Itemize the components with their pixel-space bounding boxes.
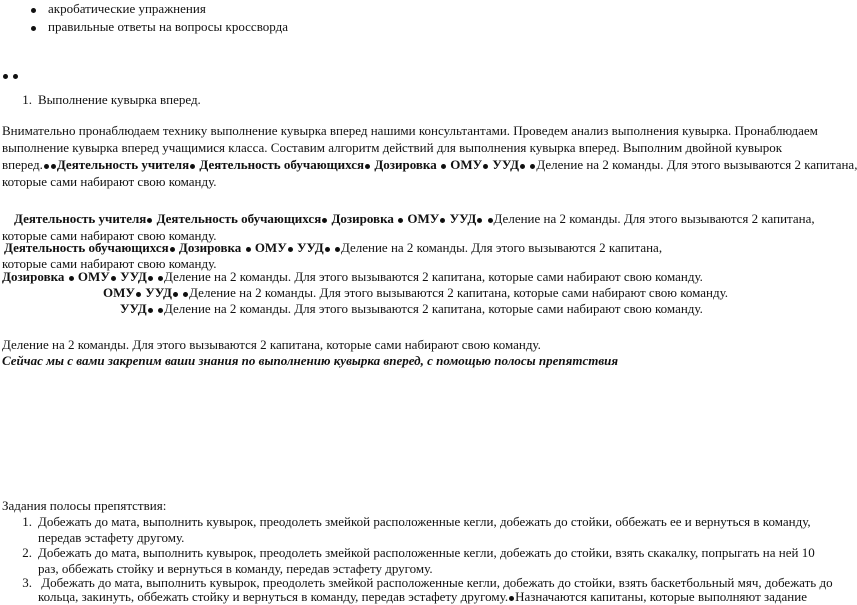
list-item: 3. Добежать до мата, выполнить кувырок, преодолеть змейкой расположенные кегли, добежать до стойки, взять баскетбольный мяч, добежать до (22, 575, 833, 590)
bullet-icon (477, 218, 482, 223)
bullet-icon (190, 164, 195, 169)
highlight-line: Сейчас мы с вами закрепим ваши знания по выполнению кувырка вперед, с помощью полосы препятствия (2, 353, 619, 368)
list-item-cont: кольца, закинуть, оббежать стойку и вернуться в команду, передав эстафету другому. Назначаются капитаны, которые выполняют задание (38, 589, 807, 604)
bullet-icon (530, 164, 535, 169)
bullet-icon (509, 596, 514, 601)
bullet-icon (31, 8, 36, 13)
bullet-icon (170, 247, 175, 252)
bullet-icon (31, 26, 36, 31)
bullet-icon (69, 276, 74, 281)
tasks-heading: Задания полосы препятствия: (2, 498, 167, 513)
paragraph-line: вперед. Деятельность учителя Деятельность обучающихся Дозировка ОМУ УУД Деление на 2 команды. Для этого вызываются 2 капитана, (2, 157, 857, 172)
bullet-item: акробатические упражнения (30, 0, 206, 17)
list-item: 1. Добежать до мата, выполнить кувырок, преодолеть змейкой расположенные кегли, добежать до стойки, оббежать ее и вернуться в команду, (22, 514, 811, 529)
bullet-icon (440, 218, 445, 223)
bullet-icon (325, 247, 330, 252)
label-teacher: Деятельность учителя (56, 157, 190, 172)
section-heading: 1. Выполнение кувырка вперед. (22, 92, 201, 107)
bullet-icon (111, 276, 116, 281)
table-row: ОМУ УУД Деление на 2 команды. Для этого вызываются 2 капитана, которые сами набирают свою команду. (103, 285, 729, 300)
bullet-icon (288, 247, 293, 252)
list-item: 2. Добежать до мата, выполнить кувырок, преодолеть змейкой расположенные кегли, добежать до стойки, взять скакалку, попрыгать на ней 10 (22, 545, 815, 560)
bullet-icon (3, 74, 8, 79)
bullet-icon (335, 247, 340, 252)
bullet-icon (51, 164, 56, 169)
label-students: Деятельность обучающихся (199, 157, 365, 172)
label-omu: ОМУ (450, 157, 483, 172)
bullet-icon (246, 247, 251, 252)
paragraph-line: Внимательно пронаблюдаем технику выполнение кувырка вперед нашими консультантами. Проведем анализ выполнения кувырка. Пронаблюдаем (2, 123, 818, 138)
paragraph-line: выполнение кувырка вперед учащимися класса. Составим алгоритм действий для выполнения кувырка вперед. Выполним двойной кувырок (2, 140, 783, 155)
table-row: Деятельность учителя Деятельность обучающихся Дозировка ОМУ УУД Деление на 2 команды. Для этого вызываются 2 капитана, (14, 211, 815, 226)
list-item-cont: передав эстафету другому. (38, 530, 185, 545)
paragraph-line: которые сами набирают свою команду. (2, 174, 217, 189)
bullet-icon (183, 292, 188, 297)
bullet-icon (44, 164, 49, 169)
bullet-icon (173, 292, 178, 297)
paragraph-line: Деление на 2 команды. Для этого вызываются 2 капитана, которые сами набирают свою команду. (2, 337, 541, 352)
bullet-icon (147, 218, 152, 223)
bullet-icon (365, 164, 370, 169)
label-dosage: Дозировка (374, 157, 437, 172)
bullet-icon (483, 164, 488, 169)
bullet-icon (322, 218, 327, 223)
bullet-icon (158, 308, 163, 313)
bullet-icon (136, 292, 141, 297)
bullet-icon (148, 308, 153, 313)
paragraph-line: которые сами набирают свою команду. (2, 228, 217, 243)
stray-bullets (2, 66, 19, 83)
bullet-icon (158, 276, 163, 281)
list-item-cont: раз, оббежать стойку и вернуться в команду, передав эстафету другому. (38, 561, 433, 576)
bullet-icon (398, 218, 403, 223)
bullet-icon (441, 164, 446, 169)
table-row: Деятельность обучающихся Дозировка ОМУ УУД Деление на 2 команды. Для этого вызываются 2 капитана, (4, 240, 663, 255)
bullet-icon (488, 218, 493, 223)
paragraph-line: которые сами набирают свою команду. (2, 256, 217, 271)
bullet-icon (148, 276, 153, 281)
label-uud: УУД (492, 157, 520, 172)
table-row: Дозировка ОМУ УУД Деление на 2 команды. Для этого вызываются 2 капитана, которые сами набирают свою команду. (2, 269, 703, 284)
bullet-icon (13, 74, 18, 79)
table-row: УУД Деление на 2 команды. Для этого вызываются 2 капитана, которые сами набирают свою команду. (120, 301, 703, 316)
bullet-icon (520, 164, 525, 169)
bullet-item: правильные ответы на вопросы кроссворда (30, 18, 288, 35)
